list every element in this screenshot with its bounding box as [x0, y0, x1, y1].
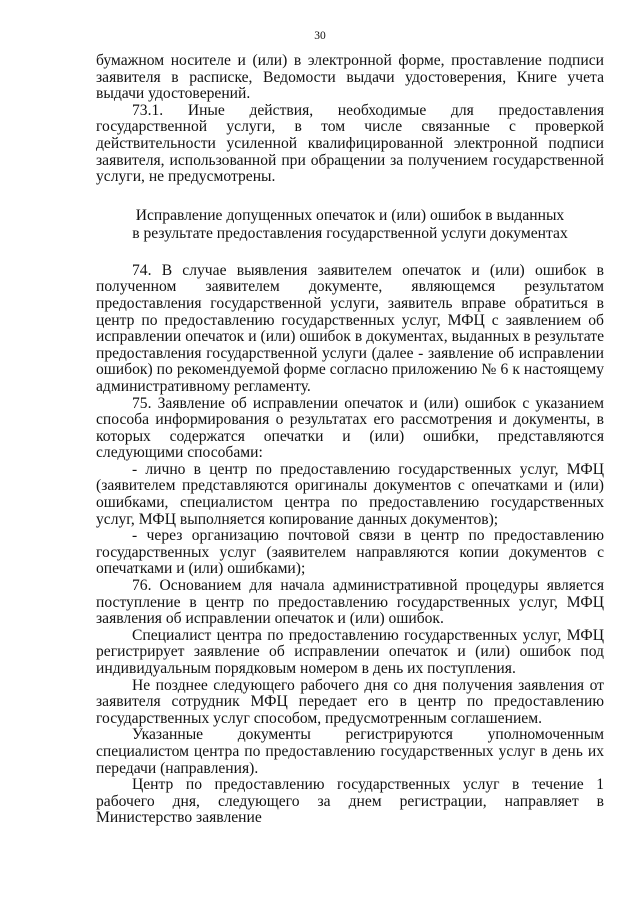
- paragraph-75: 75. Заявление об исправлении опечаток и (или) ошибок с указанием способа информирования о результатах его рассмотрения и документы, в которых содержатся опечатки и (или) ошибки, представляются следующими способами:: [96, 394, 604, 462]
- paragraph-76: 76. Основанием для начала административной процедуры является поступление в центр по предоставлению государственных услуг, МФЦ заявления об исправлении опечаток и (или) ошибок.: [96, 577, 604, 628]
- paragraph-75-item-1: - лично в центр по предоставлению государственных услуг, МФЦ (заявителем представляются оригиналы документов с опечатками и (или) ошибками, специалистом центра по предоставлению государственных услуг, МФЦ выполняется копирование данных документов);: [96, 460, 604, 528]
- section-heading-line-1: Исправление допущенных опечаток и (или) ошибок в выданных: [135, 206, 565, 224]
- section-heading: [96, 207, 604, 243]
- paragraph-73-1: 73.1. Иные действия, необходимые для предоставления государственной услуги, в том числе связанные с проверкой действительности усиленной квалифицированной электронной подписи заявителя, использованной при обращении за получением государственной услуги, не предусмотрены.: [96, 101, 604, 186]
- paragraph-74: 74. В случае выявления заявителем опечаток и (или) ошибок в полученном заявителем документе, являющемся результатом предоставления государственной услуги, заявитель вправе обратиться в центр по предоставлению государственных услуг, МФЦ с заявлением об исправлении опечаток и (или) ошибок в документах, выданных в результате предоставления государственной услуги (далее - заявление об исправлении ошибок) по рекомендуемой форме согласно приложению № 6 к настоящему административному регламенту.: [96, 261, 604, 395]
- paragraph-76-c: Не позднее следующего рабочего дня со дня получения заявления от заявителя сотрудник МФЦ передает его в центр по предоставлению государственных услуг способом, предусмотренным соглашением.: [96, 676, 604, 727]
- document-body: [96, 53, 604, 827]
- section-heading-line-2: в результате предоставления государственной услуги документах: [132, 224, 568, 242]
- paragraph-76-e: Центр по предоставлению государственных услуг в течение 1 рабочего дня, следующего за днем регистрации, направляет в Министерство заявление: [96, 776, 604, 827]
- paragraph-76-d: Указанные документы регистрируются уполномоченным специалистом центра по предоставлению государственных услуг в день их передачи (направления).: [96, 726, 604, 777]
- paragraph-75-item-2: - через организацию почтовой связи в центр по предоставлению государственных услуг (заявителем направляются копии документов с опечатками и (или) ошибками);: [96, 527, 604, 578]
- paragraph-76-b: Специалист центра по предоставлению государственных услуг, МФЦ регистрирует заявление об исправлении опечаток и (или) ошибок под индивидуальным порядковым номером в день их поступления.: [96, 626, 604, 677]
- paragraph-intro: бумажном носителе и (или) в электронной форме, проставление подписи заявителя в расписке, Ведомости выдачи удостоверения, Книге учета выдачи удостоверений.: [96, 52, 604, 103]
- page-number: 30: [314, 30, 326, 42]
